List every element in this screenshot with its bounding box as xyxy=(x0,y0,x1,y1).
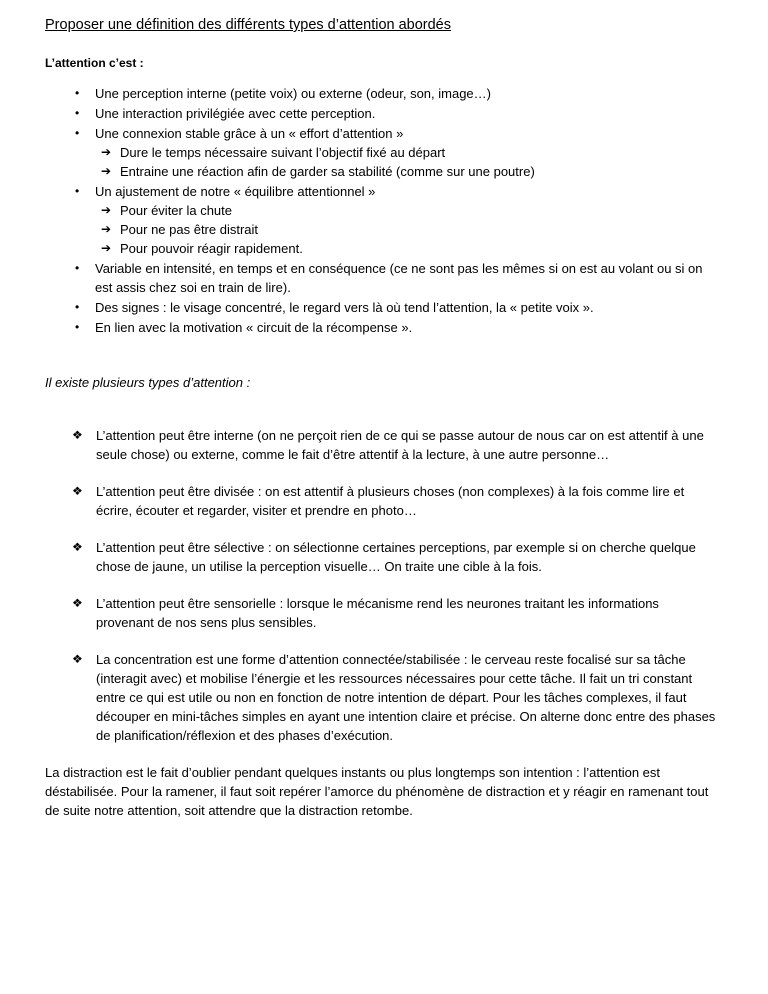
arrow-icon: ➔ xyxy=(101,240,112,255)
sub-list-item xyxy=(101,162,720,181)
sub-item-text: Pour éviter la chute xyxy=(120,202,233,218)
sub-list xyxy=(81,201,720,258)
list-item xyxy=(72,538,720,576)
page-title: Proposer une définition des différents types d’attention abordés xyxy=(45,17,451,33)
diamond-icon: ❖ xyxy=(72,427,83,442)
attention-types-list xyxy=(72,426,720,745)
bullet-icon: • xyxy=(75,85,80,100)
list-item xyxy=(75,124,720,181)
arrow-icon: ➔ xyxy=(101,221,112,236)
diamond-icon: ❖ xyxy=(72,651,83,666)
sub-list-item xyxy=(101,239,720,258)
bullet-icon: • xyxy=(75,125,80,140)
list-item-text: L’attention peut être sensorielle : lorsque le mécanisme rend les neurones traitant les informations provenant de nos sens plus sensibles. xyxy=(96,595,659,630)
bullet-icon: • xyxy=(75,183,80,198)
list-item xyxy=(72,426,720,464)
intro-heading: L’attention c’est : xyxy=(45,55,144,70)
list-item-text: Des signes : le visage concentré, le regard vers là où tend l’attention, la « petite voix ». xyxy=(95,299,594,315)
bullet-icon: • xyxy=(75,299,80,314)
diamond-icon: ❖ xyxy=(72,539,83,554)
list-item-text: En lien avec la motivation « circuit de la récompense ». xyxy=(95,319,413,335)
sub-item-text: Entraine une réaction afin de garder sa stabilité (comme sur une poutre) xyxy=(120,163,535,179)
sub-item-text: Dure le temps nécessaire suivant l’objectif fixé au départ xyxy=(120,144,446,160)
arrow-icon: ➔ xyxy=(101,163,112,178)
sub-list-item xyxy=(101,201,720,220)
list-item xyxy=(75,259,720,297)
list-item xyxy=(72,594,720,632)
list-item xyxy=(72,482,720,520)
closing-paragraph: La distraction est le fait d’oublier pendant quelques instants ou plus longtemps son intention : l’attention est déstabilisée. Pour la ramener, il faut soit repérer l’amorce du phénomène de distraction et y réagir en ramenant tout de suite notre attention, soit attendre que la distraction retombe. xyxy=(45,764,709,818)
attention-bullet-list xyxy=(75,84,720,337)
list-item-text: La concentration est une forme d’attention connectée/stabilisée : le cerveau reste focalisé sur sa tâche (interagit avec) et mobilise l’énergie et les ressources nécessaires pour cette tâche. Il fait un tri constant entre ce qui est utile ou non en fonction de notre intention de départ. Pour les tâches complexes, il faut découper en mini-tâches simples en ayant une intention claire et précise. On alterne donc entre des phases de planification/réflexion et des phases d’exécution. xyxy=(96,651,716,743)
list-item-text: L’attention peut être interne (on ne perçoit rien de ce qui se passe autour de nous car on est attentif à une seule chose) ou externe, comme le fait d’être attentif à la lecture, à une autre personne… xyxy=(96,427,704,462)
list-item xyxy=(75,298,720,317)
sub-list xyxy=(81,143,720,181)
list-item xyxy=(72,650,720,745)
list-item-text: Variable en intensité, en temps et en conséquence (ce ne sont pas les mêmes si on est au volant ou si on est assis chez soi en train de lire). xyxy=(95,260,703,295)
list-item-text: Une interaction privilégiée avec cette perception. xyxy=(95,105,376,121)
diamond-icon: ❖ xyxy=(72,483,83,498)
sub-item-text: Pour pouvoir réagir rapidement. xyxy=(120,240,303,256)
list-item-text: Un ajustement de notre « équilibre attentionnel » xyxy=(95,183,376,199)
list-item-text: L’attention peut être divisée : on est attentif à plusieurs choses (non complexes) à la fois comme lire et écrire, écouter et regarder, visiter et prendre en photo… xyxy=(96,483,685,518)
sub-list-item xyxy=(101,143,720,162)
bullet-icon: • xyxy=(75,105,80,120)
bullet-icon: • xyxy=(75,260,80,275)
bullet-icon: • xyxy=(75,319,80,334)
types-heading: Il existe plusieurs types d’attention : xyxy=(45,374,251,390)
list-item xyxy=(75,182,720,258)
diamond-icon: ❖ xyxy=(72,595,83,610)
sub-item-text: Pour ne pas être distrait xyxy=(120,221,259,237)
arrow-icon: ➔ xyxy=(101,202,112,217)
list-item xyxy=(75,318,720,337)
sub-list-item xyxy=(101,220,720,239)
list-item-text: Une connexion stable grâce à un « effort d’attention » xyxy=(95,125,404,141)
list-item xyxy=(75,84,720,103)
list-item-text: Une perception interne (petite voix) ou externe (odeur, son, image…) xyxy=(95,85,491,101)
list-item xyxy=(75,104,720,123)
list-item-text: L’attention peut être sélective : on sélectionne certaines perceptions, par exemple si on cherche quelque chose de jaune, un utilise la perception visuelle… On traite une cible à la fois. xyxy=(96,539,696,574)
arrow-icon: ➔ xyxy=(101,144,112,159)
